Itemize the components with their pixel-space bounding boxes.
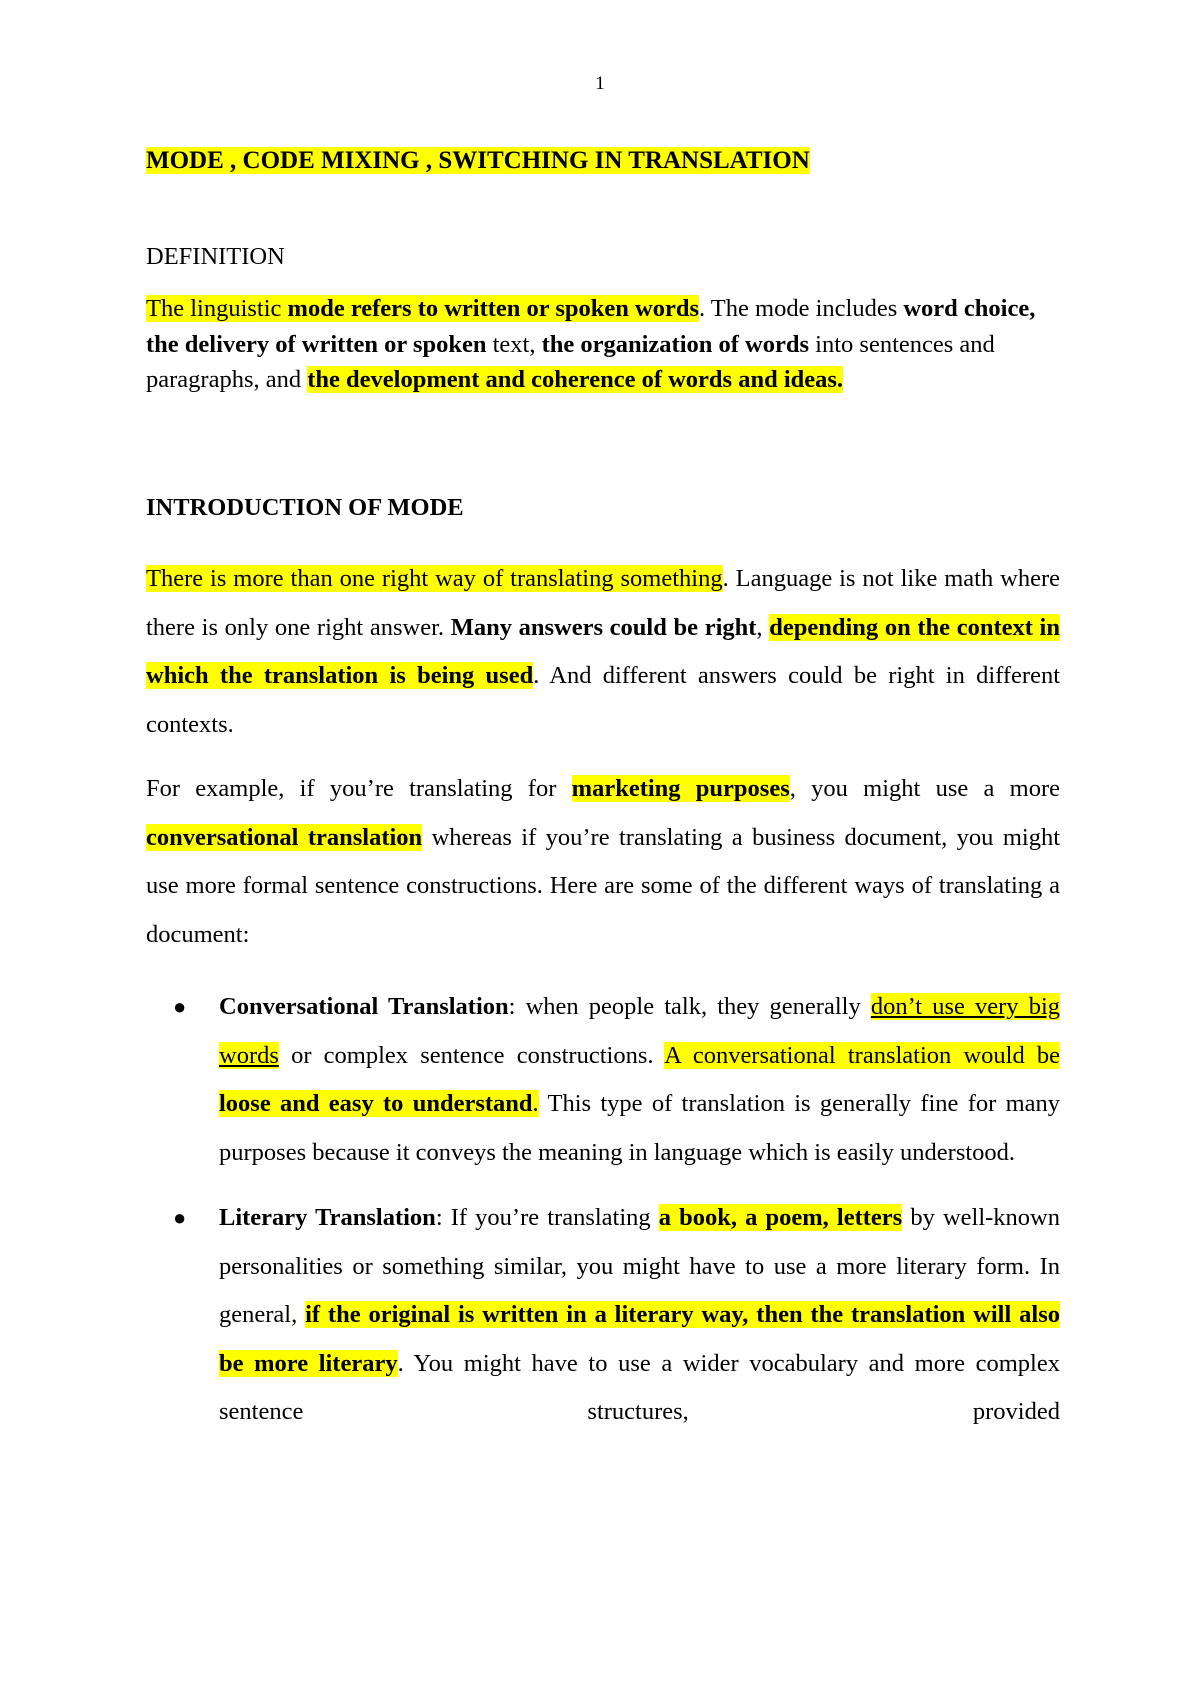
example-paragraph: For example, if you’re translating for marketing purposes, you might use a more conversational translation whereas if you’re translating a business document, you might use more formal sentence constructions. Here are some of the different ways of translating a document: [146,775,1061,948]
introduction-heading: INTRODUCTION OF MODE [146,494,464,521]
document-title: MODE , CODE MIXING , SWITCHING IN TRANSLATION [146,147,810,174]
definition-heading: DEFINITION [146,243,285,270]
bullet-icon: ● [173,994,187,1019]
list-item-conversational-translation: ● Conversational Translation: when people talk, they generally don’t use very big words or complex sentence constructions. A conversational translation would be loose and easy to understand. This type of translation is generally fine for many purposes because it conveys the meaning in language which is easily understood. [146,983,1060,1177]
introduction-paragraph: There is more than one right way of translating something. Language is not like math where there is only one right answer. Many answers could be right, depending on the context in which the translation is being used. And different answers could be right in different contexts. [146,565,1061,738]
list-item-literary-translation: ● Literary Translation: If you’re translating a book, a poem, letters by well-known personalities or something similar, you might have to use a more literary form. In general, if the original is written in a literary way, then the translation will also be more literary. You might have to use a wider vocabulary and more complex sentence structures, provided [146,1194,1060,1437]
bullet-icon: ● [173,1205,187,1230]
translation-types-list [146,983,1060,1454]
page-number: 1 [595,73,605,94]
definition-paragraph: The linguistic mode refers to written or spoken words. The mode includes word choice, the delivery of written or spoken text, the organization of words into sentences and paragraphs, and the development and coherence of words and ideas. [146,295,1036,393]
